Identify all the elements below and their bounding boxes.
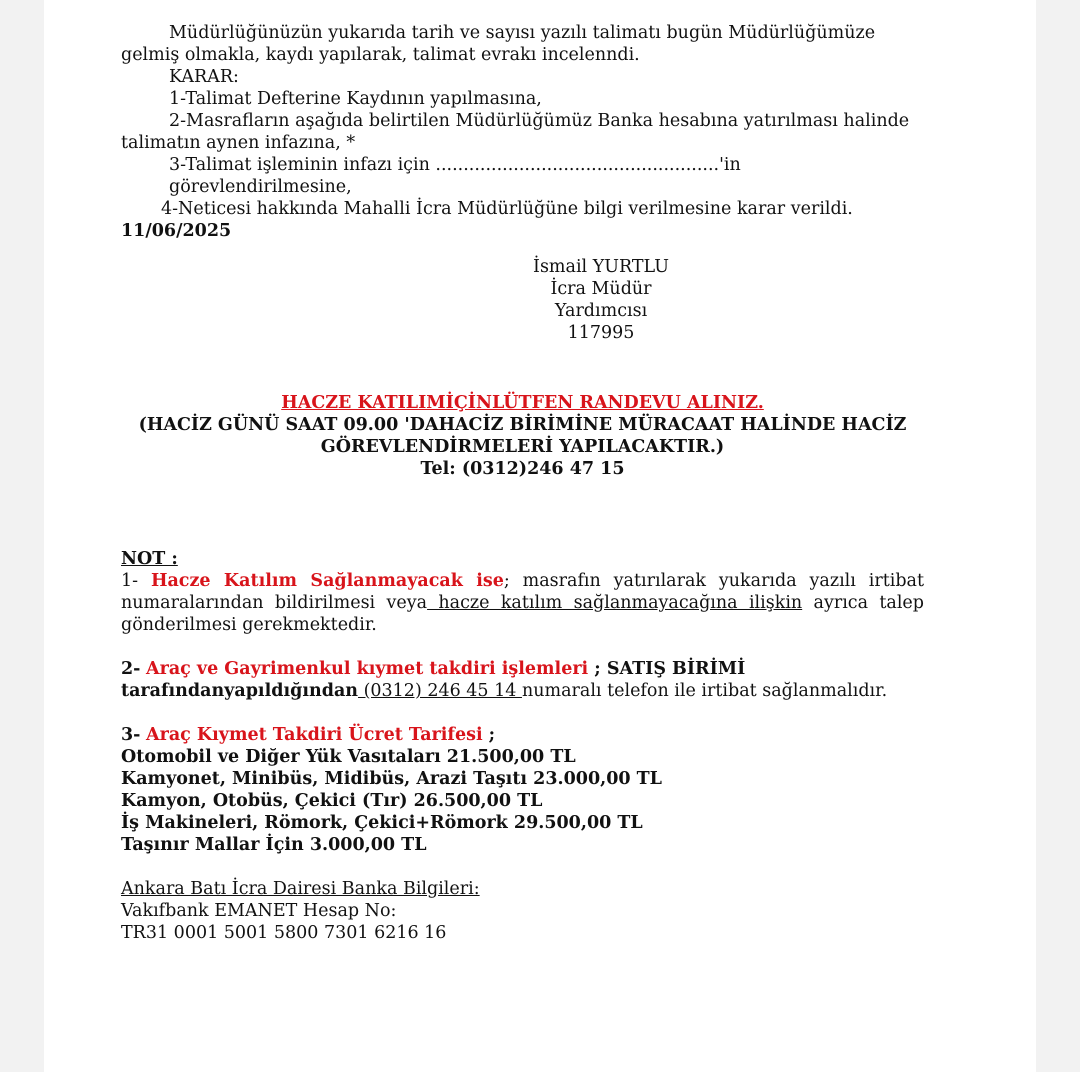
- signature-block: [121, 256, 924, 344]
- notice-line-2: GÖREVLENDİRMELERİ YAPILACAKTIR.): [320, 437, 725, 457]
- note-3-heading: [121, 724, 924, 746]
- notice-headline: HACZE KATILIMİÇİNLÜTFEN RANDEVU ALINIZ.: [281, 393, 764, 413]
- tariff-item: Taşınır Mallar İçin 3.000,00 TL: [121, 835, 427, 855]
- note-1-text-a: ; masrafın yatırılarak yukarıda yazılı irtibat numaralarından bildirilmesi veya: [121, 571, 924, 613]
- note-1-number: 1-: [121, 571, 139, 591]
- signer-title-1: İcra Müdür: [550, 279, 652, 299]
- bank-account-label: Vakıfbank EMANET Hesap No:: [121, 901, 397, 921]
- bank-heading: Ankara Batı İcra Dairesi Banka Bilgileri:: [121, 879, 480, 899]
- note-3-number: 3-: [121, 725, 141, 745]
- note-2-text-b: numaralı telefon ile irtibat sağlanmalıdır.: [521, 681, 888, 701]
- note-1-underlined: hacze katılım sağlanmayacağına ilişkin: [427, 593, 803, 613]
- tariff-list: [121, 746, 924, 856]
- decision-item-3: 3-Talimat işleminin infazı için ...................................................'in görevlendirilmesine,: [169, 155, 741, 197]
- note-2-highlight: Araç ve Gayrimenkul kıymet takdiri işlemleri: [146, 659, 589, 679]
- decision-item-1: 1-Talimat Defterine Kaydının yapılmasına,: [169, 89, 542, 109]
- note-2-text-a: ; SATIŞ BİRİMİ tarafındanyapıldığından: [121, 659, 746, 701]
- notes-heading: NOT :: [121, 549, 178, 569]
- document-content: [121, 0, 924, 944]
- note-1: [121, 570, 924, 636]
- karar-heading: KARAR:: [169, 67, 239, 87]
- tariff-item: Otomobil ve Diğer Yük Vasıtaları 21.500,00 TL: [121, 747, 576, 767]
- tariff-item: İş Makineleri, Römork, Çekici+Römork 29.500,00 TL: [121, 813, 643, 833]
- signer-title-2: Yardımcısı: [554, 301, 648, 321]
- seizure-notice: [121, 392, 924, 480]
- note-2-phone: (0312) 246 45 14: [358, 681, 522, 701]
- notice-line-1: (HACİZ GÜNÜ SAAT 09.00 'DAHACİZ BİRİMİNE MÜRACAAT HALİNDE HACİZ: [138, 415, 907, 435]
- note-3-suffix: ;: [482, 725, 496, 745]
- note-1-text-b: ayrıca talep gönderilmesi gerekmektedir.: [121, 593, 924, 635]
- tariff-item: Kamyonet, Minibüs, Midibüs, Arazi Taşıtı 23.000,00 TL: [121, 769, 662, 789]
- note-2: [121, 658, 924, 702]
- decision-item-2: 2-Masrafların aşağıda belirtilen Müdürlüğümüz Banka hesabına yatırılması halinde talimatın aynen infazına, *: [121, 111, 910, 153]
- note-3-highlight: Araç Kıymet Takdiri Ücret Tarifesi: [146, 725, 483, 745]
- bank-iban: TR31 0001 5001 5800 7301 6216 16: [121, 923, 447, 943]
- note-2-number: 2-: [121, 659, 141, 679]
- notice-phone: Tel: (0312)246 47 15: [420, 459, 625, 479]
- decision-item-4: 4-Neticesi hakkında Mahalli İcra Müdürlüğüne bilgi verilmesine karar verildi.: [161, 199, 853, 219]
- signer-name: İsmail YURTLU: [533, 257, 669, 277]
- signer-number: 117995: [567, 323, 635, 343]
- note-1-highlight: Hacze Katılım Sağlanmayacak ise: [150, 571, 504, 591]
- bank-info: [121, 878, 924, 944]
- document-page: [44, 0, 1036, 1072]
- decision-date: 11/06/2025: [121, 221, 232, 241]
- intro-paragraph: Müdürlüğünüzün yukarıda tarih ve sayısı yazılı talimatı bugün Müdürlüğümüze gelmiş olmakla, kaydı yapılarak, talimat evrakı incelenndi.: [121, 23, 876, 65]
- tariff-item: Kamyon, Otobüs, Çekici (Tır) 26.500,00 TL: [121, 791, 543, 811]
